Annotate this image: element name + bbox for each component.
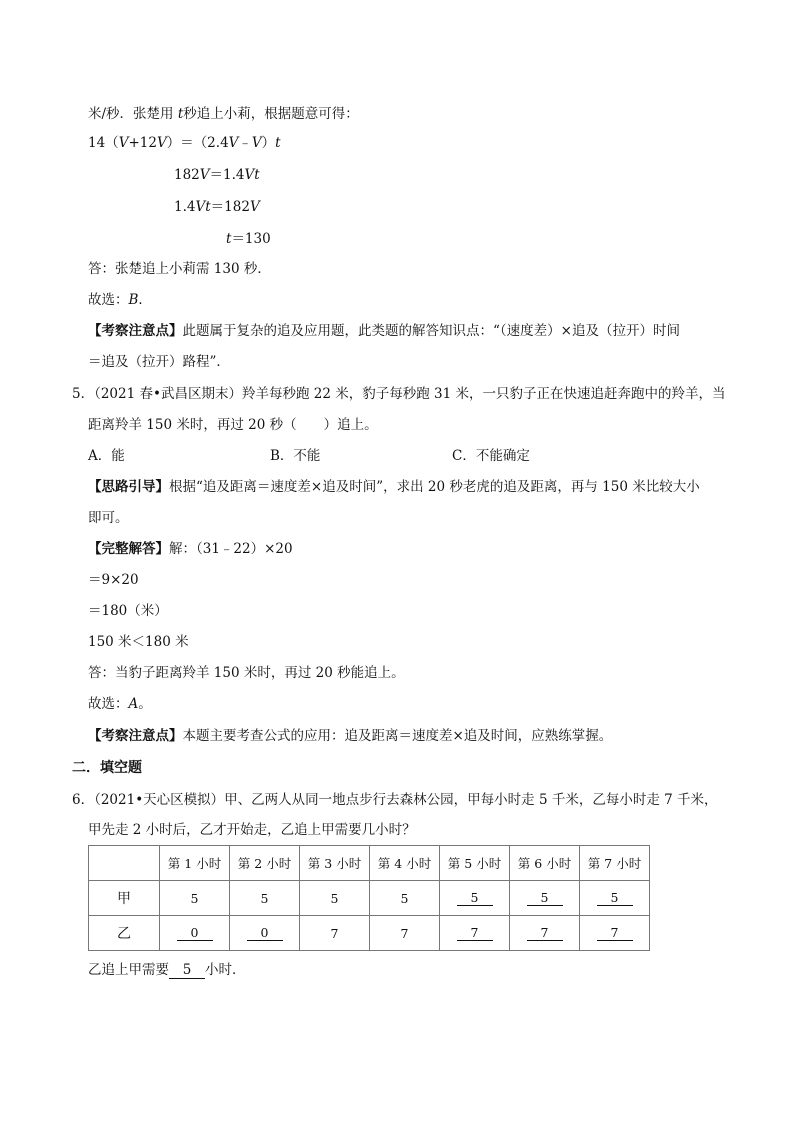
table-blank-cell <box>580 881 650 916</box>
sol4-equation-3: 1.4Vt＝182V <box>174 199 260 215</box>
table-cell: 5 <box>230 881 300 916</box>
table-blank-cell <box>510 916 580 951</box>
q5-answer: 答：当豹子距离羚羊 150 米时，再过 20 秒能追上。 <box>88 665 405 681</box>
sol4-equation-2: 182V＝1.4Vt <box>174 167 260 183</box>
q5-hint-line-2: 即可。 <box>88 510 129 526</box>
section-title: 二．填空题 <box>72 760 142 776</box>
q5-option-c: C．不能确定 <box>452 448 530 464</box>
table-row-jia <box>89 881 650 916</box>
table-blank-cell <box>510 881 580 916</box>
blank-answer: 0 <box>177 925 213 941</box>
table-header-cell: 第 4 小时 <box>370 846 440 881</box>
blank-answer: 5 <box>169 963 205 979</box>
q5-note: 【考察注意点】本题主要考查公式的应用：追及距离＝速度差×追及时间，应熟练掌握。 <box>88 728 613 744</box>
sol4-choice: 故选：B． <box>88 292 152 308</box>
table-header-cell: 第 6 小时 <box>510 846 580 881</box>
q5-stem-line-1: 5．（2021 春•武昌区期末）羚羊每秒跑 22 米，豹子每秒跑 31 米，一只豹子正在快速追赶奔跑中的羚羊，当 <box>72 386 726 402</box>
blank-answer: 5 <box>527 890 563 906</box>
q5-stem-line-2: 距离羚羊 150 米时，再过 20 秒（ ）追上。 <box>88 417 378 433</box>
q6-stem-line-2: 甲先走 2 小时后，乙才开始走，乙追上甲需要几小时？ <box>88 822 416 838</box>
blank-answer: 7 <box>597 925 633 941</box>
note-tag: 【考察注意点】 <box>88 728 183 744</box>
q5-option-b: B．不能 <box>270 448 321 464</box>
q6-stem-line-1: 6．（2021•天心区模拟）甲、乙两人从同一地点步行去森林公园，甲每小时走 5 千米，乙每小时走 7 千米， <box>72 792 718 808</box>
q5-solution-line-3: ＝180（米） <box>88 603 168 619</box>
q5-option-a: A．能 <box>88 448 125 464</box>
q5-solution-line-2: ＝9×20 <box>88 572 139 588</box>
solution-tag: 【完整解答】 <box>88 541 169 557</box>
blank-answer: 5 <box>597 890 633 906</box>
table-blank-cell <box>440 881 510 916</box>
row-label-jia: 甲 <box>89 881 160 916</box>
table-header-cell: 第 2 小时 <box>230 846 300 881</box>
table-header-cell: 第 1 小时 <box>160 846 230 881</box>
q5-hint-line-1: 【思路引导】根据“追及距离＝速度差×追及时间”，求出 20 秒老虎的追及距离，再与 150 米比较大小 <box>88 479 700 495</box>
table-blank-cell <box>230 916 300 951</box>
row-label-yi: 乙 <box>89 916 160 951</box>
q5-solution-line-1: 【完整解答】解：（31﹣22）×20 <box>88 541 293 557</box>
table-row-yi <box>89 916 650 951</box>
blank-answer: 7 <box>457 925 493 941</box>
table-header-cell: 第 7 小时 <box>580 846 650 881</box>
table-cell: 7 <box>300 916 370 951</box>
sol4-equation-1: 14（V+12V）＝（2.4V﹣V）t <box>88 135 281 151</box>
sol4-note-line-1: 【考察注意点】此题属于复杂的追及应用题，此类题的解答知识点：“（速度差）×追及（拉开）时间 <box>88 323 680 339</box>
table-blank-cell <box>440 916 510 951</box>
hint-tag: 【思路引导】 <box>88 479 169 495</box>
table-cell: 7 <box>370 916 440 951</box>
table-blank-cell <box>580 916 650 951</box>
note-tag: 【考察注意点】 <box>88 323 183 339</box>
table-corner-cell <box>89 846 160 881</box>
sol4-line1: 米/秒．张楚用 t秒追上小莉，根据题意可得： <box>88 106 359 122</box>
sol4-equation-4: t＝130 <box>226 231 271 247</box>
q6-answer-line: 乙追上甲需要 5 小时． <box>88 962 246 978</box>
q5-choice: 故选：A。 <box>88 696 152 712</box>
table-cell: 5 <box>370 881 440 916</box>
table-cell: 5 <box>300 881 370 916</box>
blank-answer: 0 <box>247 925 283 941</box>
q6-table <box>88 845 650 951</box>
blank-answer: 5 <box>457 890 493 906</box>
table-header-cell: 第 5 小时 <box>440 846 510 881</box>
q5-solution-line-4: 150 米＜180 米 <box>88 634 189 650</box>
table-cell: 5 <box>160 881 230 916</box>
table-header-row <box>89 846 650 881</box>
table-header-cell: 第 3 小时 <box>300 846 370 881</box>
table-blank-cell <box>160 916 230 951</box>
sol4-note-line-2: ＝追及（拉开）路程”． <box>88 354 230 370</box>
blank-answer: 7 <box>527 925 563 941</box>
sol4-answer: 答：张楚追上小莉需 130 秒． <box>88 261 271 277</box>
